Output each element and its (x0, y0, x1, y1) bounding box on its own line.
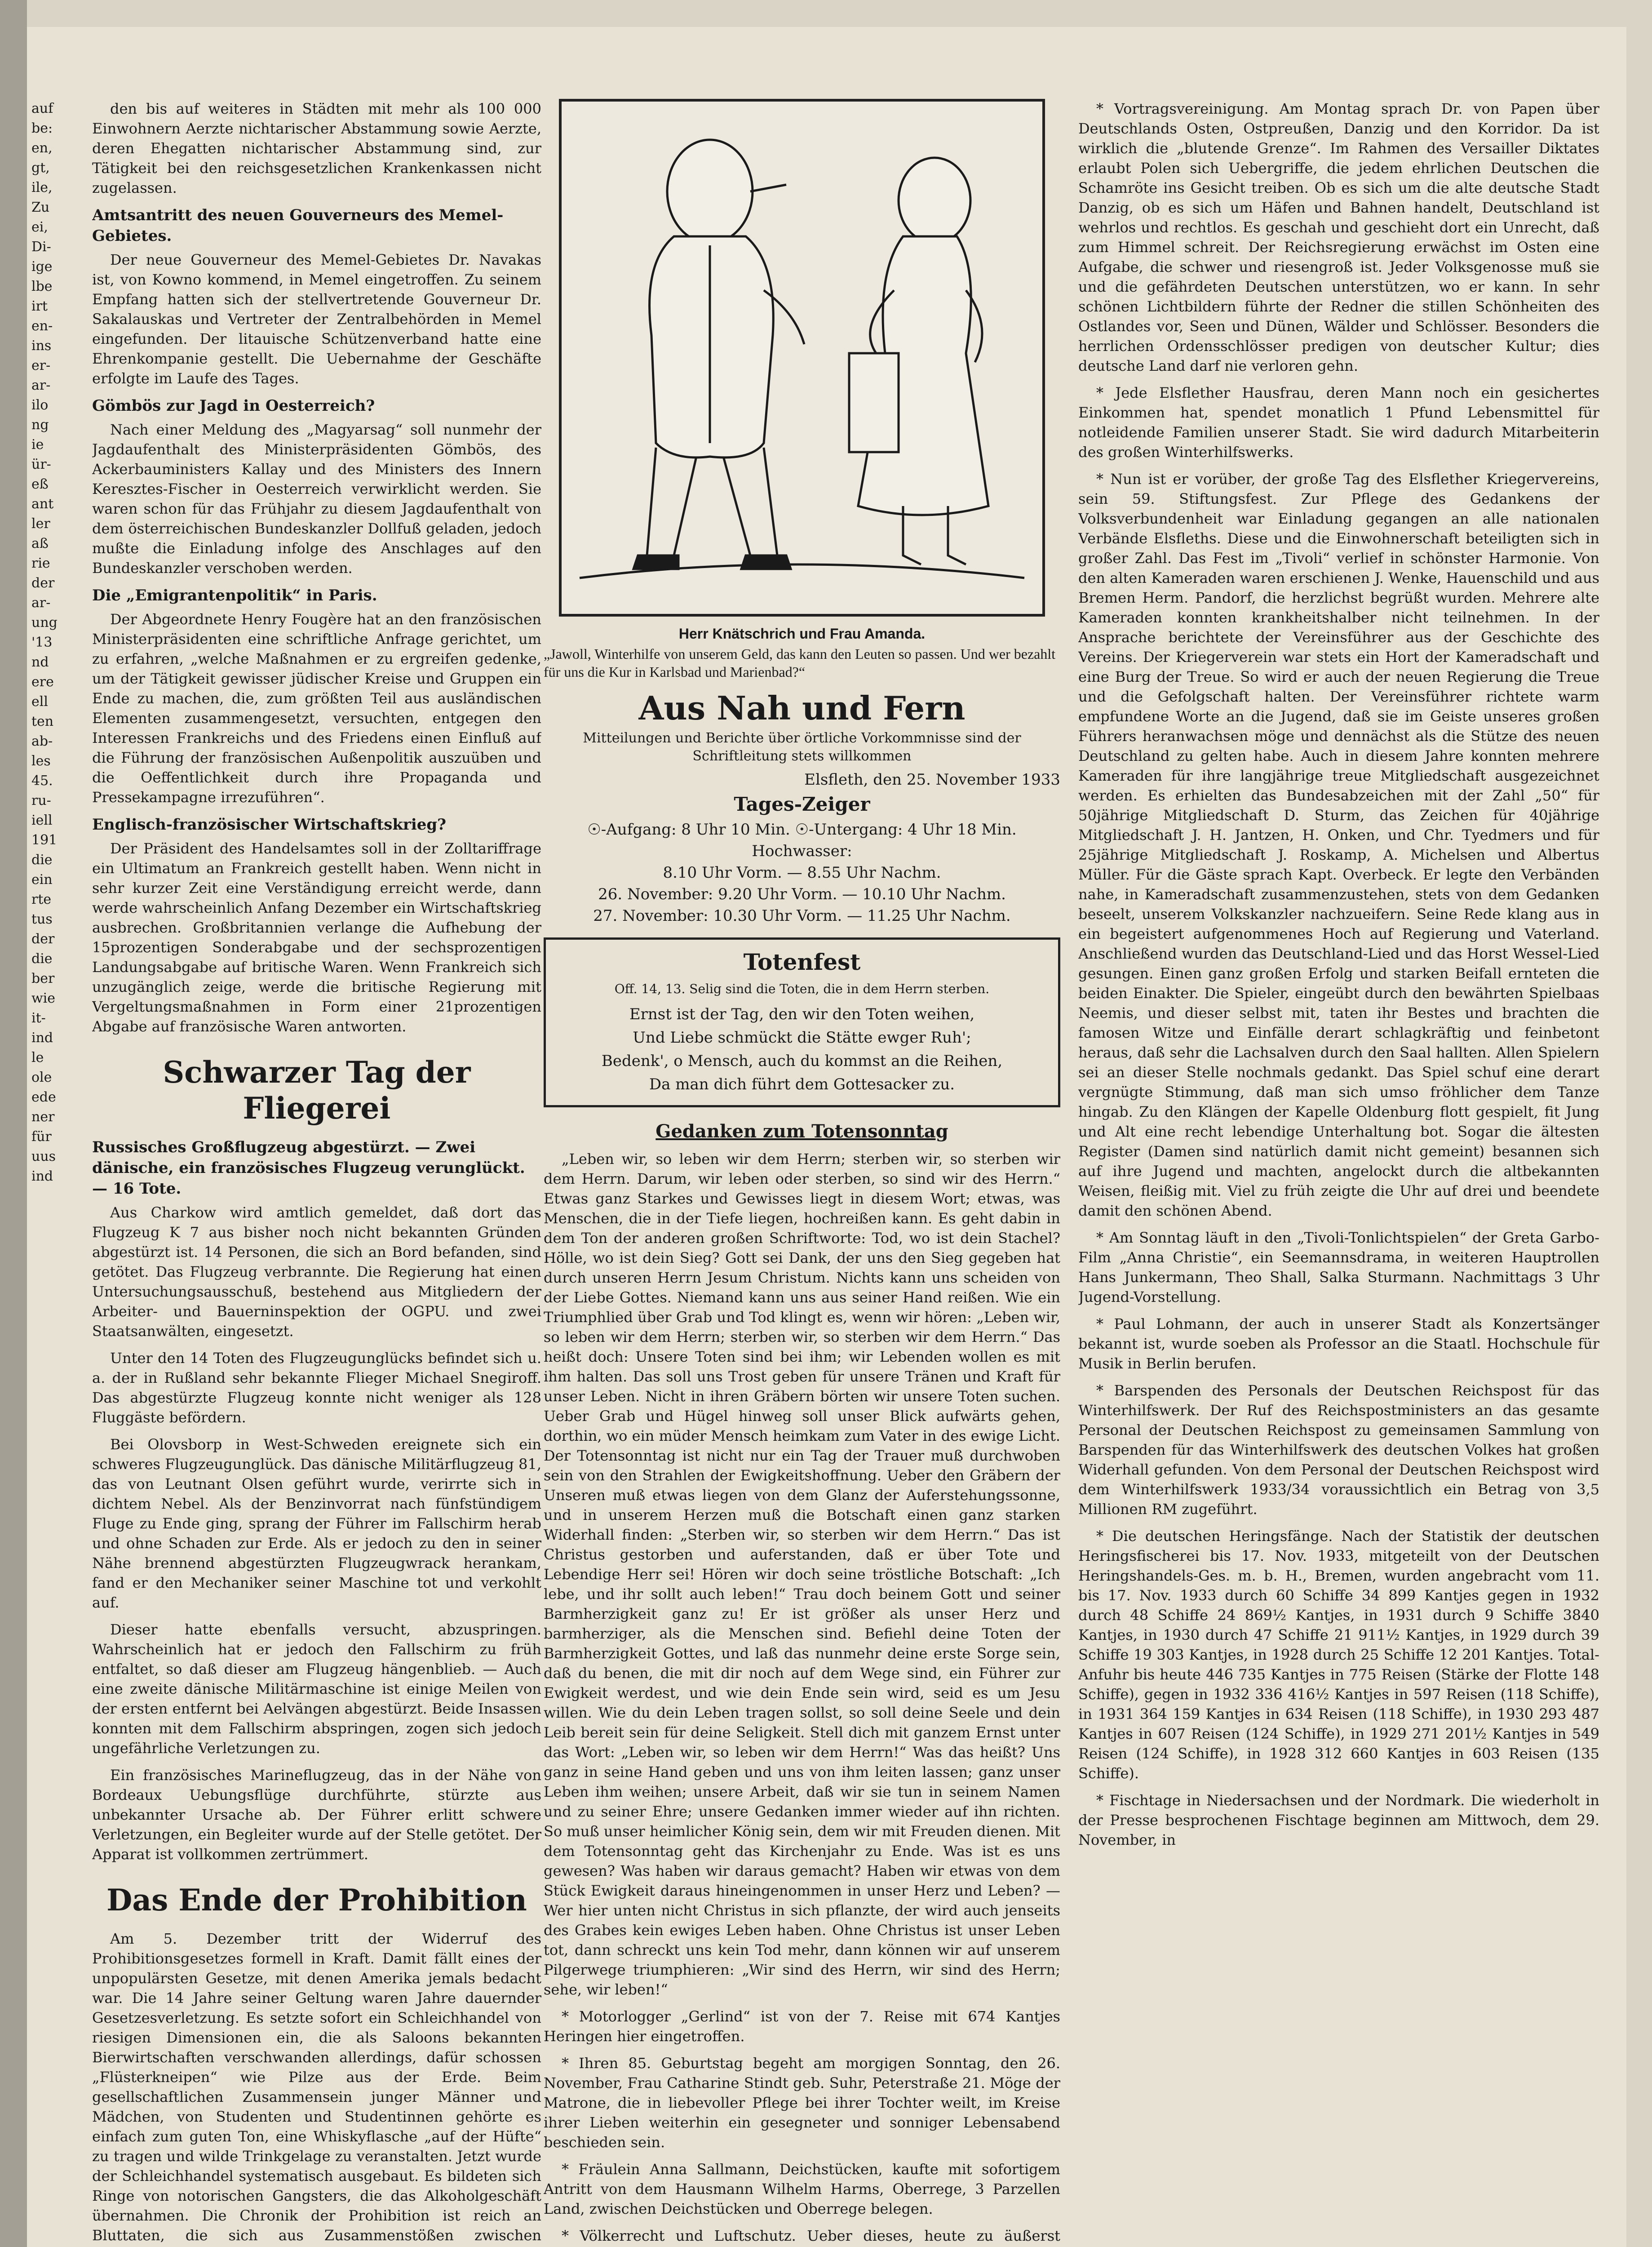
cut-text-fragment: en, (31, 140, 53, 156)
article-subheading: Russisches Großflugzeug abgestürzt. — Zwei dänische, ein französisches Flugzeug verunglückt. — 16 Tote. (92, 1138, 525, 1198)
section-masthead: Aus Nah und Fern (638, 689, 966, 727)
cut-text-fragment: der (31, 575, 55, 591)
article-paragraph: Der Abgeordnete Henry Fougère hat an den französischen Ministerpräsidenten eine schriftliche Anfrage gerichtet, um zu erfahren, „welche Maßnahmen er zu ergreifen gedenke, um der Tätigkeit gewisser jüdischer Kreise und Gruppen ein Ende zu machen, die, zum größten Teil aus ausländischen Elementen zusammengesetzt, versuchten, entgegen den Interessen Frankreichs und des Friedens einen Einfluß auf die Führung der französischen Außenpolitik auszuüben und die Oeffentlichkeit durch ihre Propaganda und Pressekampagne irrezuführen“. (92, 611, 541, 806)
local-news-paragraph: * Nun ist er vorüber, der große Tag des Elsflether Kriegervereins, sein 59. Stiftungsfest. Zur Pflege des Gedankens der Volksverbundenheit war Einladung gegangen an alle nationalen Verbände Elsfleths. Diese und die Einwohnerschaft beteiligten sich in großer Zahl. Das Fest im „Tivoli“ verlief in schönster Harmonie. Von den alten Kameraden waren erschienen J. Wenke, Hauenschild und aus Bremen Herm. Pandorf, die herzlichst begrüßt wurden. Mehrere alte Kameraden konnten krankheitshalber nicht teilnehmen. In der Ansprache berichtete der Vereinsführer aus der Geschichte des Vereins. Der Kriegerverein war stets ein Hort der Kameradschaft und eine Burg der Treue. So wird er auch der neuen Regierung die Treue und die Gefolgschaft halten. Der Vereinsführer richtete warm empfundene Worte an die Jugend, daß sie im Geiste unseres großen Führers heranwachsen möge und dennächst als die Stütze des neuen Deutschland zu gelten habe. Auch in diesem Jahre konnten mehrere Kameraden für ihre langjährige treue Mitgliedschaft ausgezeichnet werden. Es erhielten das Bundesabzeichen mit der Zahl „50“ für 50jährige Mitgliedschaft D. Sturm, das Zeichen für 40jährige Mitgliedschaft J. H. Jantzen, H. Onken, und Chr. Tyedmers und für 25jährige Mitgliedschaft J. Roskamp, A. Michelsen und Albertus Müller. Für die Gäste sprach Kapt. Overbeck. Er legte den Verbänden nahe, in Kameradschaft zusammenzustehen, stets von dem Gedanken beseelt, unserem Volkskanzler nachzueifern. Seine Rede klang aus in ein begeistert aufgenommenes Hoch auf Regierung und Vaterland. Anschließend wurden das Deutschland-Lied und das Horst Wessel-Lied gesungen. Einen ganz großen Erfolg und starken Beifall ernteten die beiden Einakter. Die Spieler, eingeübt durch den bewährten Spielbaas Neemis, und dieser selbst mit, taten ihr Bestes und brachten die famosen Witze und Einfälle derart schlagkräftig und feinbetont heraus, daß sehr die Lachsalven durch den Saal hallten. Allen Spielern sei an dieser Stelle nochmals gedankt. Das Spiel schuf eine derart vergnügte Stimmung, daß man sich umso fröhlicher dem Tanze hingab. Zu den Klängen der Kapelle Oldenburg flott gespielt, fit Jung und Alt eine recht lebendige Unterhaltung bot. Sogar die ältesten Register (Damen sind natürlich damit nicht gemeint) besannen sich auf ihre Jugend und machten, angelockt durch die altbekannten Weisen, fleißig mit. Viel zu früh zeigte die Uhr auf drei und beendete damit den schönen Abend. (1078, 471, 1599, 1219)
poem-line: Da man dich führt dem Gottesacker zu. (649, 1075, 955, 1093)
section-masthead-subtitle: Mitteilungen und Berichte über örtliche Vorkommnisse sind der Schriftleitung stets willkommen (583, 730, 1021, 764)
cut-text-fragment: it- (31, 1010, 46, 1026)
cut-text-fragment: für (31, 1129, 52, 1145)
article-headline: Das Ende der Prohibition (106, 1883, 527, 1918)
cut-text-fragment: les (31, 753, 51, 769)
local-news-paragraph: * Völkerrecht und Luftschutz. Ueber dieses, heute zu äußerst (562, 2227, 1060, 2244)
cut-text-fragment: ins (31, 338, 52, 354)
cut-text-fragment: '13 (31, 635, 53, 650)
cut-text-fragment: 191 (31, 832, 58, 848)
gedanken-heading: Gedanken zum Totensonntag (655, 1121, 948, 1142)
cut-text-fragment: ie (31, 437, 44, 453)
cut-text-fragment: 45. (31, 773, 53, 789)
cartoon-caption: „Jawoll, Winterhilfe von unserem Geld, das kann den Leuten so passen. Und wer bezahlt für uns die Kur in Karlsbad und Marienbad?“ (544, 646, 1056, 680)
column-politics (92, 99, 541, 2247)
cut-text-fragment: er- (31, 358, 51, 373)
local-news-paragraph: * Ihren 85. Geburtstag begeht am morgigen Sonntag, den 26. November, Frau Catharine Stindt geb. Suhr, Peterstraße 21. Möge der Matrone, die in liebevoller Pflege bei ihrer Tochter weilt, im Kreise ihrer Lieben weiterhin ein gesegneter und sonniger Lebensabend beschieden sein. (544, 2055, 1060, 2151)
local-news-paragraph: * Am Sonntag läuft in den „Tivoli-Tonlichtspielen“ der Greta Garbo-Film „Anna Christie“, ein Seemannsdrama, in weiteren Hauptrollen Hans Junkermann, Theo Shall, Salka Sturmann. Nachmittags 3 Uhr Jugend-Vorstellung. (1078, 1229, 1599, 1306)
article-subheading: Amtsantritt des neuen Gouverneurs des Memel-Gebietes. (92, 206, 504, 245)
cartoon-caption-title: Herr Knätschrich und Frau Amanda. (678, 626, 926, 642)
cut-text-fragment: die (31, 852, 53, 868)
cut-text-fragment: le (31, 1050, 44, 1066)
totenfest-poem (559, 1003, 1045, 1096)
cut-text-fragment: aß (31, 536, 49, 551)
article-paragraph: Aus Charkow wird amtlich gemeldet, daß dort das Flugzeug K 7 aus bisher noch nicht bekannten Gründen abgestürzt ist. 14 Personen, die sich an Bord befanden, sind getötet. Das Flugzeug verbrannte. Die Regierung hat einen Untersuchungsausschuß, bestehend aus Mitgliedern der Arbeiter- und Bauerninspektion der OGPU. und zwei Staatsanwälten, eingesetzt. (92, 1204, 541, 1340)
column-local (544, 99, 1060, 2247)
local-news-paragraph: * Barspenden des Personals der Deutschen Reichspost für das Winterhilfswerk. Der Ruf des Reichspostministers an das gesamte Personal der Deutschen Reichspost zu gemeinsamen Sammlung von Barspenden für das Winterhilfswerk des deutschen Volkes hat großen Widerhall gefunden. Von dem Personal der Deutschen Reichspost wird dem Winterhilfswerk 1933/34 voraussichtlich ein Betrag von 3,5 Millionen RM zugeführt. (1078, 1382, 1599, 1518)
article-paragraph: Der Präsident des Handelsamtes soll in der Zolltariffrage ein Ultimatum an Frankreich gestellt haben. Wenn nicht in sehr kurzer Zeit eine Verständigung erreicht werde, dann werde wahrscheinlich Anfang Dezember ein Wirtschaftskrieg ausbrechen. Großbritannien verlange die Aufhebung der 15prozentigen Sonderabgabe und der sechsprozentigen Landungsabgabe auf britische Waren. Wenn Frankreich sich unzugänglich zeige, werde die britische Regierung mit Vergeltungsmaßnahmen in Form einer 21prozentigen Abgabe auf französische Waren antworten. (92, 840, 541, 1035)
cut-text-fragment: Zu (31, 200, 50, 215)
cut-text-fragment: die (31, 951, 53, 967)
tages-zeiger-line: Hochwasser: (752, 842, 852, 860)
article-subheading: Gömbös zur Jagd in Oesterreich? (92, 397, 375, 415)
cut-text-fragment: ner (31, 1109, 55, 1125)
cut-text-fragment: ind (31, 1168, 53, 1184)
cut-text-fragment: ar- (31, 595, 51, 611)
cut-text-fragment: gt, (31, 160, 50, 176)
cut-text-fragment: irt (31, 298, 48, 314)
cut-text-fragment: ab- (31, 733, 53, 749)
cut-text-fragment: ei, (31, 219, 48, 235)
cut-text-fragment: ein (31, 872, 53, 888)
poem-line: Ernst ist der Tag, den wir den Toten weihen, (629, 1005, 975, 1023)
cut-text-fragment: auf (31, 101, 53, 116)
totenfest-title: Totenfest (743, 949, 861, 975)
cut-text-fragment: ell (31, 694, 48, 710)
cut-text-fragment: ige (31, 259, 53, 275)
cartoon-drawing (562, 102, 1042, 614)
tages-zeiger-line: 8.10 Uhr Vorm. — 8.55 Uhr Nachm. (663, 864, 941, 882)
tages-zeiger (544, 819, 1060, 927)
cut-text-fragment: ant (31, 496, 54, 512)
cut-text-fragment: iell (31, 813, 53, 828)
cut-text-fragment: rie (31, 555, 50, 571)
cut-text-fragment: ber (31, 971, 55, 986)
local-news-paragraph: „Leben wir, so leben wir dem Herrn; sterben wir, so sterben wir dem Herrn. Darum, wir leben oder sterben, so sind wir des Herrn.“ Etwas ganz Starkes und Gewisses liegt in diesem Wort; etwas, was Menschen, die in der Tiefe liegen, hochreißen kann. Es geht dabin in dem Ton der anderen großen Schriftworte: Tod, wo ist dein Stachel? Hölle, wo ist dein Sieg? Gott sei Dank, der uns den Sieg gegeben hat durch unseren Herrn Jesum Christum. Nichts kann uns scheiden von der Liebe Gottes. Niemand kann uns aus seiner Hand reißen. Wie ein Triumphlied über Grab und Tod klingt es, wenn wir hören: „Leben wir, so leben wir dem Herrn; sterben wir, so sterben wir dem Herrn.“ Das heißt doch: Unsere Toten sind bei ihm; wir Lebenden wollen es mit ihm halten. Das soll uns Trost geben für unsere Tränen und Kraft für unser Leben. Nicht in ihren Gräbern börten wir unsere Toten suchen. Ueber Grab und Hügel hinweg soll unser Blick aufwärts gehen, dorthin, wo ein müder Mensch heimkam zum Vater in des ewige Licht. Der Totensonntag ist nicht nur ein Tag der Trauer muß durchwoben sein von den Strahlen der Ewigkeitshoffnung. Ueber den Gräbern der Unseren muß etwas liegen von dem Glanz der Auferstehungssonne, und in unserem Herzen muß die Botschaft einen ganz starken Widerhall finden: „Sterben wir, so sterben wir dem Herrn.“ Das ist Christus gestorben und auferstanden, daß er über Tote und Lebendige Herr sei! Hören wir doch seine tröstliche Botschaft: „Ich lebe, und ihr sollt auch leben!“ Trau doch beinem Gott und seiner Barmherzigkeit ganz zu! Er ist größer als unser Herz und barmherziger, als die Menschen sind. Befiehl deine Toten der Barmherzigkeit Gottes, und laß das nunmehr deine erste Sorge sein, daß du benen, die mit dir noch auf dem Wege sind, ein Führer zur Ewigkeit werdest, und wie dein Ende sein wird, seid es um Jesu willen. Wie du dein Leben tragen sollst, so soll deine Seele und dein Leib bereit sein für deine Seligkeit. Stell dich mit ganzem Ernst unter das Wort: „Leben wir, so leben wir dem Herrn!“ Was das heißt? Uns ganz in seine Hand geben und uns von ihm leiten lassen; ganz unser Leben ihm weihen; unsere Arbeit, daß wir sie tun in seinem Namen und zu seiner Ehre; unsere Gedanken immer wieder auf ihn richten. So muß unser heimlicher König sein, dem wir mit Freuden dienen. Mit dem Totensonntag geht das Kirchenjahr zu Ende. Was ist es uns gewesen? Was haben wir daraus gemacht? Haben wir etwas von dem Stück Ewigkeit daraus hineingenommen in unser Herz und Leben? — Wer hier unten nicht Christus in sich pflanzte, der wird auch jenseits des Grabes kein ewiges Leben haben. Ohne Christus ist unser Leben tot, dann schreckt uns kein Tod mehr, dann können wir auf unserem Pilgerwege triumphieren: „Wir sind des Herrn, wir sind des Herrn; sehe, wir leben!“ (544, 1150, 1060, 1998)
cut-text-fragment: ede (31, 1089, 56, 1105)
newspaper-page (27, 27, 1626, 2247)
cut-text-fragment: nd (31, 654, 49, 670)
cut-text-fragment: ole (31, 1070, 52, 1085)
cut-text-fragment: ten (31, 714, 54, 729)
article-subheading: Englisch-französischer Wirtschaftskrieg? (92, 816, 447, 834)
column-local-text (544, 1149, 1060, 2247)
poem-line: Bedenk', o Mensch, auch du kommst an die Reihen, (601, 1052, 1003, 1070)
local-news-paragraph: * Fräulein Anna Sallmann, Deichstücken, kaufte mit sofortigem Antritt von dem Hausmann Wilhelm Harms, Oberrege, 3 Parzellen Land, zwischen Deichstücken und Oberrege belegen. (544, 2161, 1060, 2217)
article-paragraph: Bei Olovsborp in West-Schweden ereignete sich ein schweres Flugzeugunglück. Das dänische Militärflugzeug 81, das von Leutnant Olsen geführt wurde, verirrte sich in dichtem Nebel. Als der Benzinvorrat nach fünfstündigem Fluge zu Ende ging, sprang der Führer im Fallschirm herab und ohne Schaden zur Erde. Als er jedoch zu den in seiner Nähe brennend abgestürzten Flugzeugwrack herankam, fand er den Mechaniker seiner Maschine tot und verkohlt auf. (92, 1436, 541, 1611)
tages-zeiger-heading: Tages-Zeiger (734, 793, 870, 815)
article-paragraph: Dieser hatte ebenfalls versucht, abzuspringen. Wahrscheinlich hat er jedoch den Fallschirm zu früh entfaltet, so daß dieser am Flugzeug hängenblieb. — Auch eine zweite dänische Militärmaschine ist einige Meilen von der ersten entfernt bei Aelvängen abgestürzt. Beide Insassen konnten mit dem Fallschirm abspringen, zogen sich jedoch ungefährliche Verletzungen zu. (92, 1621, 541, 1757)
article-subheading: Die „Emigrantenpolitik“ in Paris. (92, 586, 377, 604)
cut-text-fragment: ler (31, 516, 50, 532)
dateline: Elsfleth, den 25. November 1933 (804, 771, 1060, 789)
article-paragraph: Nach einer Meldung des „Magyarsag“ soll nunmehr der Jagdaufenthalt des Ministerpräsidenten Gömbös, des Ackerbauministers Kallay und des Ministers des Innern Keresztes-Fischer in Oesterreich verwirklicht werden. Sie waren schon für das Frühjahr zu diesem Jagdaufenthalt von dem österreichischen Bundeskanzler Dollfuß geladen, jedoch mußte die Einladung infolge des Anschlages auf den Bundeskanzler verschoben werden. (92, 421, 541, 577)
cut-text-fragment: lbe (31, 279, 53, 294)
cut-text-fragment: be: (31, 120, 53, 136)
cartoon-illustration (559, 99, 1045, 617)
cut-text-fragment: wie (31, 990, 56, 1006)
cut-text-fragment: Di- (31, 239, 51, 255)
cut-text-fragment: der (31, 931, 55, 947)
article-paragraph: Der neue Gouverneur des Memel-Gebietes Dr. Navakas ist, von Kowno kommend, in Memel eingetroffen. Zu seinem Empfang hatten sich der stellvertretende Gouverneur Dr. Sakalauskas und Vertreter der Zentralbehörden in Memel eingefunden. Der litauische Schützenverband hatte eine Ehrenkompanie gestellt. Die Uebernahme der Geschäfte erfolgte im Laufe des Tages. (92, 251, 541, 387)
article-paragraph: Unter den 14 Toten des Flugzeugunglücks befindet sich u. a. der in Rußland sehr bekannte Flieger Michael Snegiroff. Das abgestürzte Flugzeug konnte nicht weniger als 128 Fluggäste befördern. (92, 1350, 541, 1426)
cut-text-fragment: ung (31, 615, 58, 631)
column-news (1078, 99, 1599, 1857)
poem-line: Und Liebe schmückt die Stätte ewger Ruh'; (633, 1029, 971, 1047)
local-news-paragraph: * Fischtage in Niedersachsen und der Nordmark. Die wiederholt in der Presse besprochenen Fischtage beginnen am Mittwoch, dem 29. November, in (1078, 1792, 1599, 1848)
local-news-paragraph: * Motorlogger „Gerlind“ ist von der 7. Reise mit 674 Kantjes Heringen hier eingetroffen. (544, 2008, 1060, 2045)
cut-text-fragment: ng (31, 417, 49, 433)
cut-text-fragment: ilo (31, 397, 49, 413)
totenfest-verse: Off. 14, 13. Selig sind die Toten, die in dem Herrn sterben. (614, 981, 990, 996)
article-paragraph: den bis auf weiteres in Städten mit mehr als 100 000 Einwohnern Aerzte nichtarischer Abstammung sowie Aerzte, deren Ehegatten nichtarischer Abstammung sind, zur Tätigkeit bei den reichsgesetzlichen Krankenkassen nicht zugelassen. (92, 100, 541, 196)
local-news-paragraph: * Jede Elsflether Hausfrau, deren Mann noch ein gesichertes Einkommen hat, spendet monatlich 1 Pfund Lebensmittel für notleidende Familien unserer Stadt. Sie wird dadurch Mitarbeiterin des großen Winterhilfswerks. (1078, 384, 1599, 461)
cut-text-fragment: ür- (31, 457, 51, 472)
totenfest-box (544, 937, 1060, 1107)
article-paragraph: Am 5. Dezember tritt der Widerruf des Prohibitionsgesetzes formell in Kraft. Damit fällt eines der unpopulärsten Gesetze, mit denen Amerika jemals bedacht war. Die 14 Jahre seiner Geltung waren Jahre dauernder Gesetzesverletzung. Es setzte sofort ein Schleichhandel von riesigen Dimensionen ein, die als Saloons bekannten Bierwirtschaften verschwanden allerdings, dafür schossen „Flüsterkneipen“ wie Pilze aus der Erde. Beim gesellschaftlichen Zusammensein junger Männer und Mädchen, von Studenten und Studentinnen gehörte es einfach zum guten Ton, eine Whiskyflasche „auf der Hüfte“ zu tragen und wilde Trinkgelage zu veranstalten. Jetzt wurde der Schleichhandel systematisch ausgebaut. Es bildeten sich Ringe von notorischen Gangsters, die das Alkoholgeschäft übernahmen. Die Chronik der Prohibition ist reich an Bluttaten, die sich aus Zusammenstößen zwischen (92, 1930, 541, 2244)
cut-text-fragment: rte (31, 892, 52, 907)
article-paragraph: Ein französisches Marineflugzeug, das in der Nähe von Bordeaux Uebungsflüge durchführte, stürzte aus unbekannter Ursache ab. Der Führer erlitt schwere Verletzungen, ein Begleiter wurde auf der Stelle getötet. Der Apparat ist vollkommen zertrümmert. (92, 1767, 541, 1863)
tages-zeiger-line: ☉-Aufgang: 8 Uhr 10 Min. ☉-Untergang: 4 Uhr 18 Min. (587, 821, 1017, 839)
cut-column (31, 99, 72, 1186)
local-news-paragraph: * Die deutschen Heringsfänge. Nach der Statistik der deutschen Heringsfischerei bis 17. Nov. 1933, mitgeteilt von der Deutschen Heringshandels-Ges. m. b. H., Bremen, wurden angebracht vom 11. bis 17. Nov. 1933 durch 60 Schiffe 34 899 Kantjes gegen in 1932 durch 48 Schiffe 24 869½ Kantjes, in 1931 durch 9 Schiffe 3840 Kantjes, in 1930 durch 47 Schiffe 21 911½ Kantjes, in 1929 durch 39 Schiffe 19 303 Kantjes, in 1928 durch 25 Schiffe 12 201 Kantjes. Total-Anfuhr bis heute 446 735 Kantjes in 775 Reisen (Stärke der Flotte 148 Schiffe), gegen in 1932 336 416½ Kantjes in 597 Reisen (118 Schiffe), in 1931 364 159 Kantjes in 634 Reisen (118 Schiffe), in 1930 293 487 Kantjes in 607 Reisen (124 Schiffe), in 1929 271 201½ Kantjes in 549 Reisen (124 Schiffe), in 1928 312 660 Kantjes in 603 Reisen (135 Schiffe). (1078, 1528, 1599, 1782)
local-news-paragraph: * Paul Lohmann, der auch in unserer Stadt als Konzertsänger bekannt ist, wurde soeben als Professor an die Staatl. Hochschule für Musik in Berlin berufen. (1078, 1315, 1599, 1372)
cut-text-fragment: ind (31, 1030, 53, 1046)
local-news-paragraph: * Vortragsvereinigung. Am Montag sprach Dr. von Papen über Deutschlands Osten, Ostpreußen, Danzig und den Korridor. Da ist wirklich die „blutende Grenze“. Im Rahmen des Versailler Diktates erlaubt Polen sich Uebergriffe, die jedem ehrlichen Deutschen die Schamröte ins Gesicht treiben. Ob es sich um die alte deutsche Stadt Danzig, ob es sich um Häfen und Bahnen handelt, Deutschland ist wehrlos und rechtlos. Es geschah und geschieht dort ein Unrecht, daß zum Himmel schreit. Der Reichsregierung erwächst im Osten eine Aufgabe, die schwer und riesengroß ist. Jeder Volksgenosse muß sie und die gefährdeten Deutschen unterstützen, wo er kann. In sehr schönen Lichtbildern führte der Redner die stillen Schönheiten des Ostlandes vor, Seen und Dünen, Wälder und Schlösser. Besonders die herrlichen Ordensschlösser predigen von deutscher Kultur; dies deutsche Land darf nie verloren gehn. (1078, 100, 1599, 374)
cut-text-fragment: ere (31, 674, 54, 690)
binding-gutter (0, 0, 27, 2247)
cut-text-fragment: ar- (31, 377, 51, 393)
cut-text-fragment: tus (31, 911, 53, 927)
cut-text-fragment: en- (31, 318, 53, 334)
tages-zeiger-line: 27. November: 10.30 Uhr Vorm. — 11.25 Uhr Nachm. (593, 907, 1011, 925)
cut-text-fragment: uus (31, 1149, 56, 1164)
article-headline: Schwarzer Tag der Fliegerei (163, 1055, 471, 1126)
cut-text-fragment: ru- (31, 793, 51, 808)
cut-text-fragment: ile, (31, 180, 53, 195)
tages-zeiger-line: 26. November: 9.20 Uhr Vorm. — 10.10 Uhr Nachm. (598, 885, 1006, 903)
cut-text-fragment: eß (31, 476, 49, 492)
